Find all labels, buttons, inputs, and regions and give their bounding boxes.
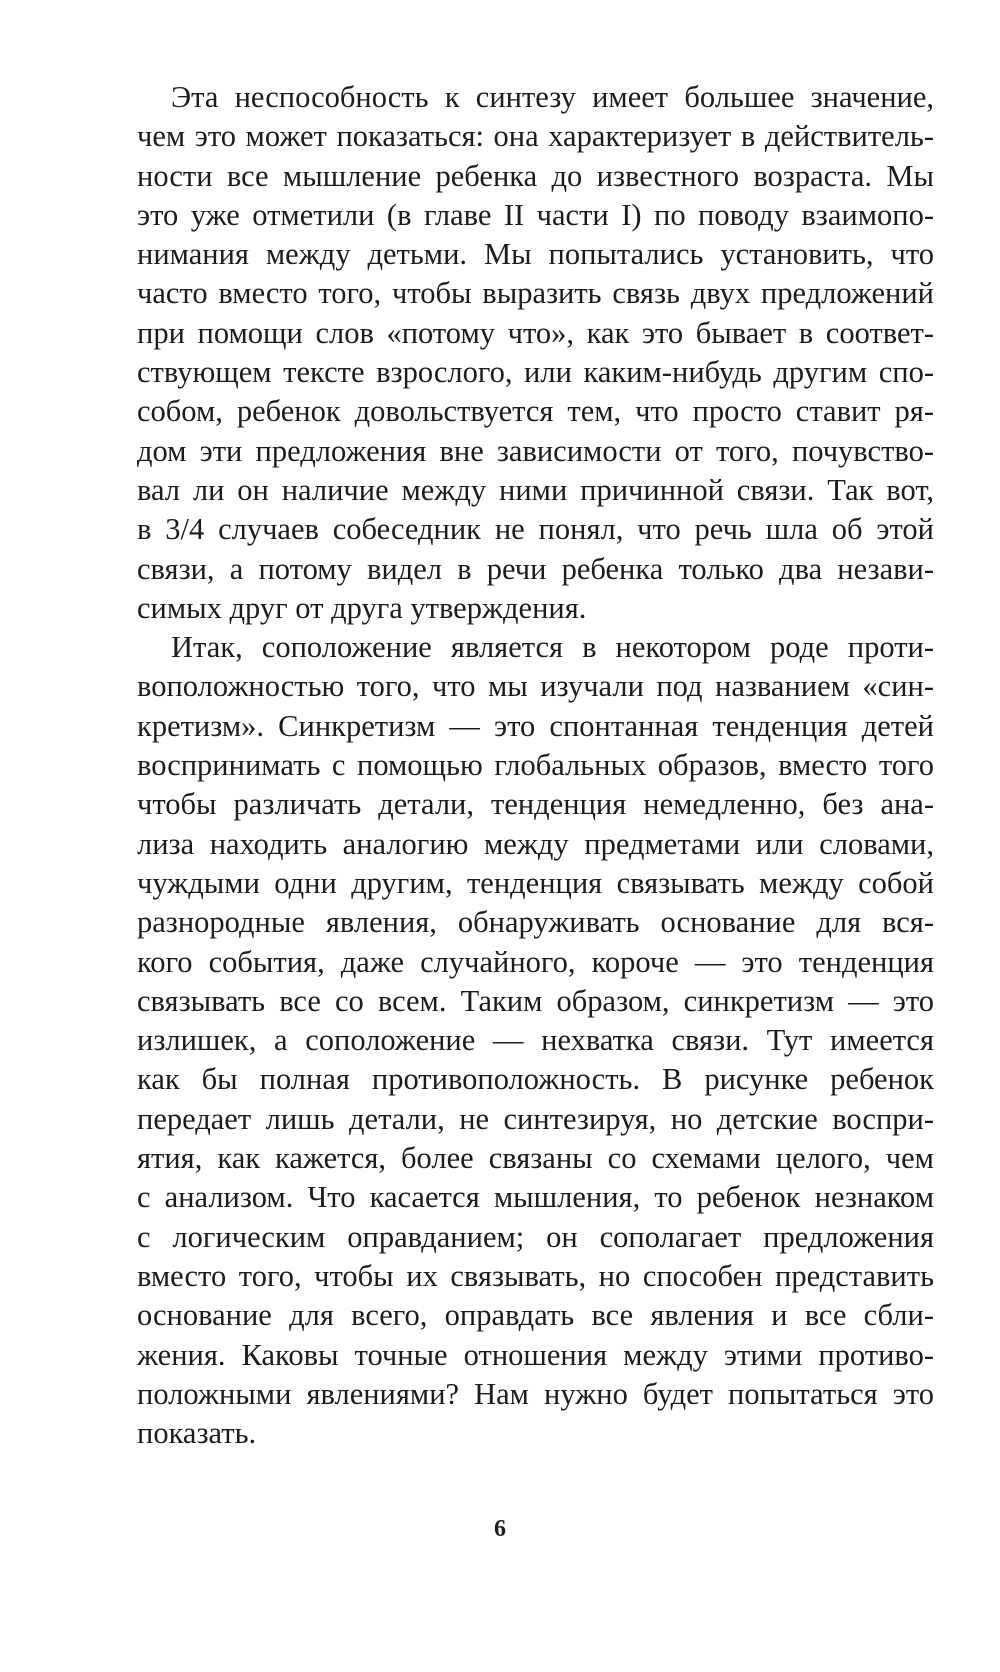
text-line: кретизм». Синкретизм — это спонтанная тенденция детей bbox=[137, 708, 934, 743]
text-line: кого события, даже случайного, короче — это тенденция bbox=[137, 944, 934, 979]
text-line: основание для всего, оправдать все явления и все сбли- bbox=[137, 1298, 934, 1333]
text-line: показать. bbox=[137, 1416, 257, 1451]
book-page-text bbox=[137, 78, 934, 1453]
text-line: ности все мышление ребенка до известного возраста. Мы bbox=[137, 158, 934, 193]
text-line: связи, а потому видел в речи ребенка только два незави- bbox=[137, 551, 934, 586]
text-line: собом, ребенок довольствуется тем, что просто ставит ря- bbox=[137, 394, 934, 429]
text-line: разнородные явления, обнаруживать основание для вся- bbox=[137, 905, 934, 940]
text-line: Эта неспособность к синтезу имеет большее значение, bbox=[171, 80, 934, 114]
text-line: Итак, соположение является в некотором роде проти- bbox=[171, 630, 934, 665]
paragraph-2 bbox=[137, 628, 934, 1453]
text-line: чуждыми одни другим, тенденция связывать между собой bbox=[137, 865, 934, 900]
text-line: воположностью того, что мы изучали под названием «син- bbox=[137, 669, 934, 704]
text-line: ствующем тексте взрослого, или каким-нибудь другим спо- bbox=[137, 355, 934, 390]
text-line: как бы полная противоположность. В рисунке ребенок bbox=[137, 1062, 934, 1097]
text-line: с логическим оправданием; он сополагает предложения bbox=[137, 1219, 934, 1254]
text-line: ятия, как кажется, более связаны со схемами целого, чем bbox=[137, 1141, 934, 1176]
text-line: при помощи слов «потому что», как это бывает в соответ- bbox=[137, 315, 934, 350]
text-line: чтобы различать детали, тенденция немедленно, без ана- bbox=[137, 787, 934, 822]
text-line: дом эти предложения вне зависимости от того, почувство- bbox=[137, 433, 934, 468]
text-line: с анализом. Что касается мышления, то ребенок незнаком bbox=[137, 1180, 934, 1215]
text-line: жения. Каковы точные отношения между этими противо- bbox=[137, 1337, 934, 1372]
text-line: чем это может показаться: она характеризует в действитель- bbox=[137, 119, 934, 154]
text-line: в 3/4 случаев собеседник не понял, что речь шла об этой bbox=[137, 512, 934, 547]
text-line: воспринимать с помощью глобальных образов, вместо того bbox=[137, 748, 934, 783]
text-line: симых друг от друга утверждения. bbox=[137, 590, 587, 625]
text-line: связывать все со всем. Таким образом, синкретизм — это bbox=[137, 983, 934, 1018]
text-line: лиза находить аналогию между предметами или словами, bbox=[137, 826, 934, 861]
text-line: нимания между детьми. Мы попытались установить, что bbox=[137, 237, 934, 272]
text-line: передает лишь детали, не синтезируя, но детские воспри- bbox=[137, 1101, 934, 1136]
text-line: положными явлениями? Нам нужно будет попытаться это bbox=[137, 1376, 934, 1411]
text-line: излишек, а соположение — нехватка связи. Тут имеется bbox=[137, 1023, 934, 1058]
paragraph-1 bbox=[137, 78, 934, 628]
text-line: часто вместо того, чтобы выразить связь двух предложений bbox=[137, 276, 934, 311]
text-line: вал ли он наличие между ними причинной связи. Так вот, bbox=[137, 472, 934, 507]
text-line: вместо того, чтобы их связывать, но способен представить bbox=[137, 1258, 934, 1293]
text-line: это уже отметили (в главе II части I) по поводу взаимопо- bbox=[137, 197, 934, 232]
page-number: 6 bbox=[494, 1516, 506, 1542]
